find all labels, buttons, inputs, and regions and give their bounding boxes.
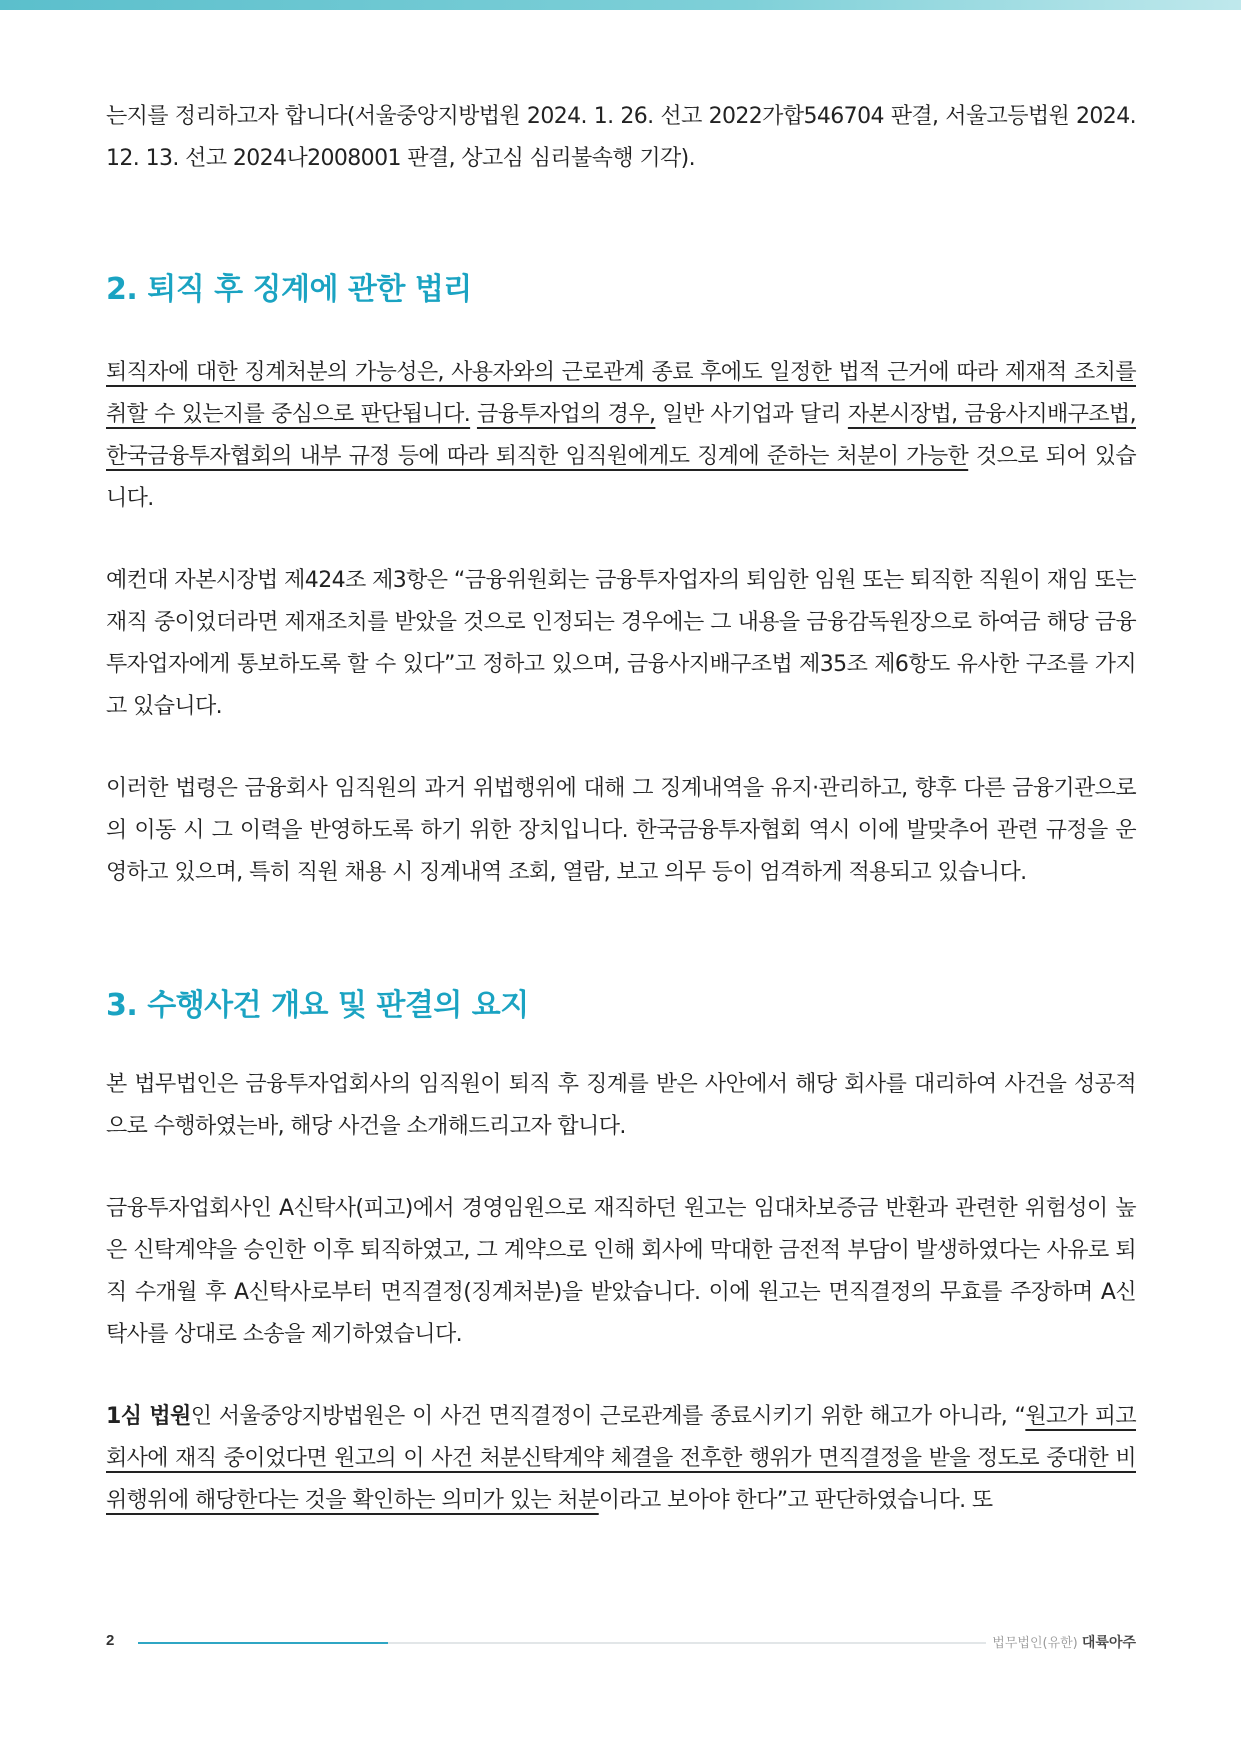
footer-divider xyxy=(138,1642,986,1644)
document-body xyxy=(106,96,1136,1522)
section-3-paragraph-2: 금융투자업회사인 A신탁사(피고)에서 경영임원으로 재직하던 원고는 임대차보증금 반환과 관련한 위험성이 높은 신탁계약을 승인한 이후 퇴직하였고, 그 계약으로 인해 회사에 막대한 금전적 부담이 발생하였다는 사유로 퇴직 수개월 후 A신탁사로부터 면직결정(징계처분)을 받았습니다. 이에 원고는 면직결정의 무효를 주장하며 A신탁사를 상대로 소송을 제기하였습니다. xyxy=(106,1196,1136,1347)
bold-text: 1심 법원 xyxy=(106,1404,191,1429)
section-2-paragraph-2: 예컨대 자본시장법 제424조 제3항은 “금융위원회는 금융투자업자의 퇴임한 임원 또는 퇴직한 직원이 재임 또는 재직 중이었더라면 제재조치를 받았을 것으로 인정되는 경우에는 그 내용을 금융감독원장으로 하여금 해당 금융투자업자에게 통보하도록 할 수 있다”고 정하고 있으며, 금융사지배구조법 제35조 제6항도 유사한 구조를 가지고 있습니다. xyxy=(106,568,1136,719)
section-2-paragraph-3: 이러한 법령은 금융회사 임직원의 과거 위법행위에 대해 그 징계내역을 유지·관리하고, 향후 다른 금융기관으로의 이동 시 그 이력을 반영하도록 하기 위한 장치입니다. 한국금융투자협회 역시 이에 발맞추어 관련 규정을 운영하고 있으며, 특히 직원 채용 시 징계내역 조회, 열람, 보고 의무 등이 엄격하게 적용되고 있습니다. xyxy=(106,776,1136,885)
intro-paragraph: 는지를 정리하고자 합니다(서울중앙지방법원 2024. 1. 26. 선고 2022가합546704 판결, 서울고등법원 2024. 12. 13. 선고 2024나2008001 판결, 상고심 심리불속행 기각). xyxy=(106,104,1136,171)
section-3-paragraph-1: 본 법무법인은 금융투자업회사의 임직원이 퇴직 후 징계를 받은 사안에서 해당 회사를 대리하여 사건을 성공적으로 수행하였는바, 해당 사건을 소개해드리고자 합니다. xyxy=(106,1072,1136,1139)
underlined-text: 금융투자업의 경우, xyxy=(476,402,656,427)
section-3-heading: 3. 수행사건 개요 및 판결의 요지 xyxy=(106,988,529,1023)
top-accent-bar xyxy=(0,0,1241,10)
firm-name: 법무법인(유한) 대륙아주 xyxy=(992,1635,1136,1651)
underlined-text: 자본시장법, 금융사지배구조법, 한국금융투자협회의 내부 규정 등에 따라 퇴직한 임직원에게도 징계에 준하는 처분이 가능한 xyxy=(106,402,1136,469)
page-footer xyxy=(106,1630,1136,1660)
section-2-heading: 2. 퇴직 후 징계에 관한 법리 xyxy=(106,272,472,307)
section-3-paragraph-3: 1심 법원인 서울중앙지방법원은 이 사건 면직결정이 근로관계를 종료시키기 위한 해고가 아니라, “원고가 피고 회사에 재직 중이었다면 원고의 이 사건 처분신탁계약 체결을 전후한 행위가 면직결정을 받을 정도로 중대한 비위행위에 해당한다는 것을 확인하는 의미가 있는 처분이라고 보아야 한다”고 판단하였습니다. 또 xyxy=(106,1404,1136,1513)
section-2-paragraph-1: 퇴직자에 대한 징계처분의 가능성은, 사용자와의 근로관계 종료 후에도 일정한 법적 근거에 따라 제재적 조치를 취할 수 있는지를 중심으로 판단됩니다. 금융투자업의 경우, 일반 사기업과 달리 자본시장법, 금융사지배구조법, 한국금융투자협회의 내부 규정 등에 따라 퇴직한 임직원에게도 징계에 준하는 처분이 가능한 것으로 되어 있습니다. xyxy=(106,360,1136,511)
page-number: 2 xyxy=(106,1632,115,1649)
footer-divider-accent xyxy=(138,1642,388,1644)
underlined-text: 원고가 피고 회사에 재직 중이었다면 원고의 이 사건 처분신탁계약 체결을 전후한 행위가 면직결정을 받을 정도로 중대한 비위행위에 해당한다는 것을 확인하는 의미가 있는 처분 xyxy=(106,1404,1136,1513)
underlined-text: 퇴직자에 대한 징계처분의 가능성은, 사용자와의 근로관계 종료 후에도 일정한 법적 근거에 따라 제재적 조치를 취할 수 있는지를 중심으로 판단됩니다. xyxy=(106,360,1136,427)
